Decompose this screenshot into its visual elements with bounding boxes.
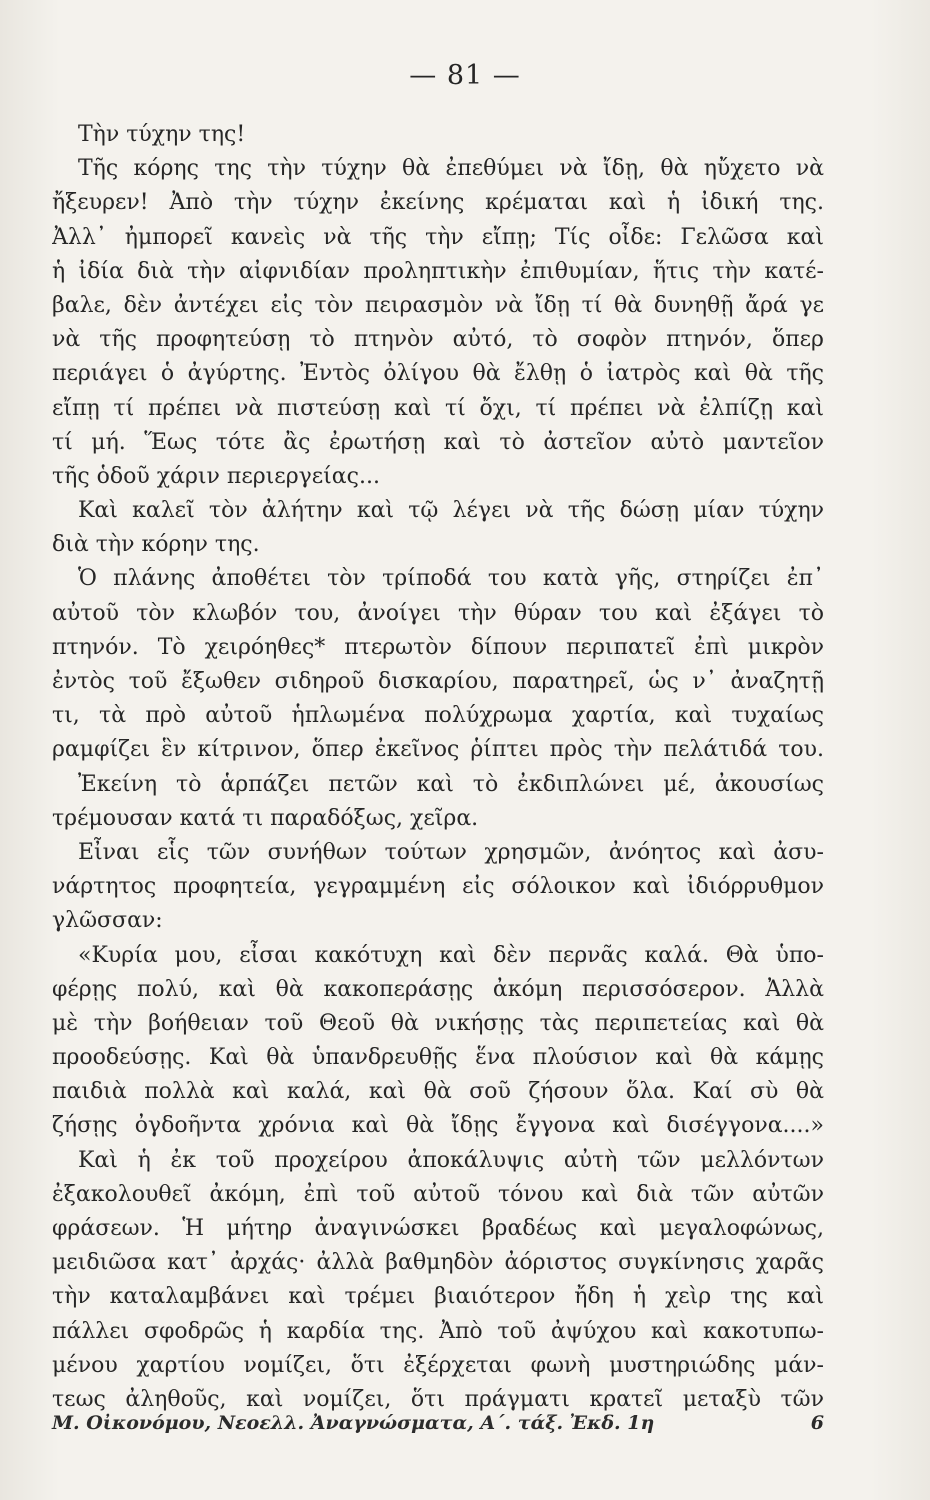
text-line: «Κυρία μου, εἶσαι κακότυχη καὶ δὲν περνᾶς καλά. Θὰ ὑπο-: [78, 942, 824, 968]
text-line: φέρῃς πολύ, καὶ θὰ κακοπεράσῃς ἀκόμη περισσόσερον. Ἀλλὰ: [52, 976, 824, 1002]
text-line: νὰ τῆς προφητεύσῃ τὸ πτηνὸν αὐτό, τὸ σοφὸν πτηνόν, ὅπερ: [52, 327, 824, 353]
text-line: αὐτοῦ τὸν κλωβόν του, ἀνοίγει τὴν θύραν του καὶ ἐξάγει τὸ: [52, 600, 824, 626]
text-line: ραμφίζει ἓν κίτρινον, ὅπερ ἐκεῖνος ῥίπτει πρὸς τὴν πελάτιδά του.: [52, 737, 824, 763]
text-line: διὰ τὴν κόρην της.: [52, 532, 260, 558]
text-line: Ὁ πλάνης ἀποθέτει τὸν τρίποδά του κατὰ γῆς, στηρίζει ἐπ᾽: [78, 566, 824, 592]
text-line: ἡ ἰδία διὰ τὴν αἰφνιδίαν προληπτικὴν ἐπιθυμίαν, ἥτις τὴν κατέ-: [52, 258, 824, 284]
text-line: μειδιῶσα κατ᾽ ἀρχάς· ἀλλὰ βαθμηδὸν ἀόριστος συγκίνησις χαρᾶς: [52, 1250, 824, 1276]
text-line: παιδιὰ πολλὰ καὶ καλά, καὶ θὰ σοῦ ζήσουν ὅλα. Καί σὺ θὰ: [52, 1079, 824, 1105]
text-line: Εἶναι εἷς τῶν συνήθων τούτων χρησμῶν, ἀνόητος καὶ ἀσυ-: [78, 839, 824, 865]
text-line: πτηνόν. Τὸ χειρόηθες* πτερωτὸν δίπουν περιπατεῖ ἐπὶ μικρὸν: [52, 634, 824, 660]
text-line: ζήσῃς ὀγδοῆντα χρόνια καὶ θὰ ἴδῃς ἔγγονα καὶ δισέγγονα....»: [52, 1113, 824, 1139]
page-number: — 81 —: [409, 60, 521, 91]
text-line: τῆς ὁδοῦ χάριν περιεργείας...: [52, 463, 380, 489]
text-line: Ἐκείνη τὸ ἁρπάζει πετῶν καὶ τὸ ἐκδιπλώνει μέ, ἀκουσίως: [78, 771, 824, 797]
text-line: τρέμουσαν κατά τι παραδόξως, χεῖρα.: [52, 805, 479, 831]
text-line: Τῆς κόρης της τὴν τύχην θὰ ἐπεθύμει νὰ ἴδῃ, θὰ ηὔχετο νὰ: [78, 156, 824, 182]
signature-mark: 6: [810, 1412, 824, 1434]
text-line: ἐξακολουθεῖ ἀκόμη, ἐπὶ τοῦ αὐτοῦ τόνου καὶ διὰ τῶν αὐτῶν: [52, 1181, 824, 1207]
footer-citation: Μ. Οἰκονόμου, Νεοελλ. Ἀναγνώσματα, Α΄. τάξ. Ἐκδ. 1η: [52, 1412, 655, 1434]
text-line: νάρτητος προφητεία, γεγραμμένη εἰς σόλοικον καὶ ἰδιόρρυθμον: [52, 874, 824, 900]
text-line: περιάγει ὁ ἀγύρτης. Ἐντὸς ὀλίγου θὰ ἔλθῃ ὁ ἰατρὸς καὶ θὰ τῆς: [52, 361, 824, 387]
page-footer: [52, 1412, 824, 1434]
text-line: μὲ τὴν βοήθειαν τοῦ Θεοῦ θὰ νικήσῃς τὰς περιπετείας καὶ θὰ: [52, 1010, 824, 1036]
text-line: Καὶ καλεῖ τὸν ἀλήτην καὶ τῷ λέγει νὰ τῆς δώσῃ μίαν τύχην: [78, 498, 824, 524]
text-line: τεως ἀληθοῦς, καὶ νομίζει, ὅτι πράγματι κρατεῖ μεταξὺ τῶν: [52, 1386, 824, 1412]
text-line: προοδεύσῃς. Καὶ θὰ ὑπανδρευθῇς ἕνα πλούσιον καὶ θὰ κάμῃς: [52, 1045, 824, 1071]
text-line: τὴν καταλαμβάνει καὶ τρέμει βιαιότερον ἤδη ἡ χεὶρ της καὶ: [52, 1284, 824, 1310]
text-line: βαλε, δὲν ἀντέχει εἰς τὸν πειρασμὸν νὰ ἴδῃ τί θὰ δυνηθῇ ἄρά γε: [52, 292, 824, 318]
text-line: εἴπῃ τί πρέπει νὰ πιστεύσῃ καὶ τί ὄχι, τί πρέπει νὰ ἐλπίζῃ καὶ: [52, 395, 824, 421]
text-line: μένου χαρτίου νομίζει, ὅτι ἐξέρχεται φωνὴ μυστηριώδης μάν-: [52, 1352, 824, 1378]
text-line: τι, τὰ πρὸ αὐτοῦ ἡπλωμένα πολύχρωμα χαρτία, καὶ τυχαίως: [52, 703, 824, 729]
text-line: ἤξευρεν! Ἀπὸ τὴν τύχην ἐκείνης κρέμαται καὶ ἡ ἰδική της.: [52, 190, 824, 216]
text-line: γλῶσσαν:: [52, 908, 163, 934]
text-line: τί μή. Ἕως τότε ἂς ἐρωτήσῃ καὶ τὸ ἀστεῖον αὐτὸ μαντεῖον: [52, 429, 824, 455]
text-line: πάλλει σφοδρῶς ἡ καρδία της. Ἀπὸ τοῦ ἀψύχου καὶ κακοτυπω-: [52, 1318, 824, 1344]
text-line: ἐντὸς τοῦ ἔξωθεν σιδηροῦ δισκαρίου, παρατηρεῖ, ὡς ν᾽ ἀναζητῇ: [52, 669, 824, 694]
text-line: Καὶ ἡ ἐκ τοῦ προχείρου ἀποκάλυψις αὐτὴ τῶν μελλόντων: [78, 1147, 824, 1173]
body-text: [52, 118, 824, 1417]
text-line: Τὴν τύχην της!: [78, 122, 246, 147]
text-line: Ἀλλ᾽ ἠμπορεῖ κανεὶς νὰ τῆς τὴν εἴπῃ; Τίς οἶδε: Γελῶσα καὶ: [52, 224, 824, 250]
text-line: φράσεων. Ἡ μήτηρ ἀναγινώσκει βραδέως καὶ μεγαλοφώνως,: [52, 1216, 824, 1241]
